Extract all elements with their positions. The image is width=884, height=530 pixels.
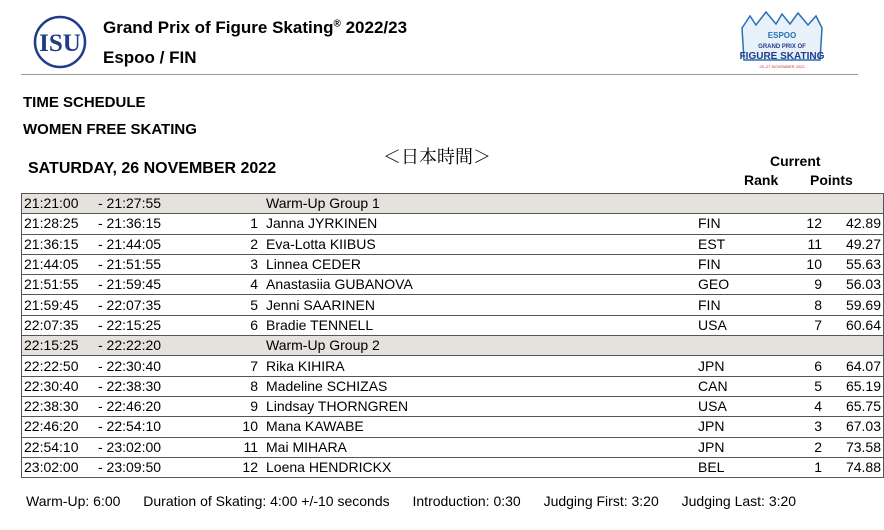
skater-row bbox=[22, 234, 884, 254]
nation: EST bbox=[698, 234, 778, 254]
footer-judging-last: Judging Last: 3:20 bbox=[681, 493, 797, 509]
nation: BEL bbox=[698, 457, 778, 477]
current-rank: 3 bbox=[778, 417, 822, 437]
skater-name: Linnea CEDER bbox=[258, 254, 698, 274]
current-rank: 4 bbox=[778, 396, 822, 416]
start-time: 21:21:00 bbox=[22, 194, 89, 214]
current-points: 67.03 bbox=[822, 417, 884, 437]
registered-mark: ® bbox=[333, 18, 341, 30]
end-time: - 21:59:45 bbox=[88, 275, 230, 295]
end-time: - 22:46:20 bbox=[88, 396, 230, 416]
logo-line3: FIGURE SKATING bbox=[739, 51, 825, 62]
footer-duration: Duration of Skating: 4:00 +/-10 seconds bbox=[143, 493, 390, 509]
skater-name: Janna JYRKINEN bbox=[258, 214, 698, 234]
logo-line4: 25–27 NOVEMBER 2022 bbox=[759, 64, 805, 69]
start-time: 22:30:40 bbox=[22, 376, 89, 396]
end-time: - 23:02:00 bbox=[88, 437, 230, 457]
skater-name: Eva-Lotta KIIBUS bbox=[258, 234, 698, 254]
skater-name: Lindsay THORNGREN bbox=[258, 396, 698, 416]
schedule-table bbox=[21, 193, 884, 478]
skater-row bbox=[22, 356, 884, 376]
skater-row bbox=[22, 376, 884, 396]
logo-line1: ESPOO bbox=[767, 31, 797, 40]
event-location: Espoo / FIN bbox=[103, 48, 197, 67]
start-number: 6 bbox=[230, 315, 258, 335]
espoo-event-logo bbox=[728, 10, 832, 78]
header-divider bbox=[21, 74, 858, 75]
end-time: - 23:09:50 bbox=[88, 457, 230, 477]
skater-name: Rika KIHIRA bbox=[258, 356, 698, 376]
logo-line2: GRAND PRIX OF bbox=[758, 44, 806, 50]
season: 2022/23 bbox=[345, 18, 408, 37]
current-points: 55.63 bbox=[822, 254, 884, 274]
current-points: 59.69 bbox=[822, 295, 884, 315]
footer-warmup: Warm-Up: 6:00 bbox=[26, 493, 121, 509]
event-title bbox=[103, 18, 407, 38]
col-current-label: Current bbox=[770, 153, 821, 169]
current-points: 73.58 bbox=[822, 437, 884, 457]
current-rank: 9 bbox=[778, 275, 822, 295]
event-title-text: Grand Prix of Figure Skating bbox=[103, 18, 334, 37]
isu-logo-text: ISU bbox=[39, 30, 81, 57]
start-time: 21:36:15 bbox=[22, 234, 89, 254]
current-rank: 8 bbox=[778, 295, 822, 315]
nation: USA bbox=[698, 315, 778, 335]
end-time: - 22:07:35 bbox=[88, 295, 230, 315]
col-points-label: Points bbox=[810, 172, 853, 188]
start-number bbox=[230, 194, 258, 214]
nation: USA bbox=[698, 396, 778, 416]
current-points: 74.88 bbox=[822, 457, 884, 477]
start-number: 11 bbox=[230, 437, 258, 457]
current-rank: 10 bbox=[778, 254, 822, 274]
start-number: 8 bbox=[230, 376, 258, 396]
current-points: 65.19 bbox=[822, 376, 884, 396]
end-time: - 22:15:25 bbox=[88, 315, 230, 335]
start-number: 3 bbox=[230, 254, 258, 274]
nation: JPN bbox=[698, 417, 778, 437]
current-points: 56.03 bbox=[822, 275, 884, 295]
start-time: 23:02:00 bbox=[22, 457, 89, 477]
current-points: 49.27 bbox=[822, 234, 884, 254]
warmup-label: Warm-Up Group 2 bbox=[258, 336, 698, 356]
col-rank-label: Rank bbox=[744, 172, 779, 188]
japanese-time-note: ＜日本時間＞ bbox=[383, 147, 491, 168]
current-rank bbox=[778, 194, 822, 214]
start-number: 9 bbox=[230, 396, 258, 416]
current-rank: 12 bbox=[778, 214, 822, 234]
nation: JPN bbox=[698, 356, 778, 376]
skater-name: Loena HENDRICKX bbox=[258, 457, 698, 477]
current-rank: 1 bbox=[778, 457, 822, 477]
nation: GEO bbox=[698, 275, 778, 295]
skater-name: Jenni SAARINEN bbox=[258, 295, 698, 315]
current-rank: 11 bbox=[778, 234, 822, 254]
nation: CAN bbox=[698, 376, 778, 396]
skater-row bbox=[22, 214, 884, 234]
warmup-row bbox=[22, 194, 884, 214]
nation: JPN bbox=[698, 437, 778, 457]
current-points: 64.07 bbox=[822, 356, 884, 376]
footer-introduction: Introduction: 0:30 bbox=[412, 493, 521, 509]
start-time: 22:22:50 bbox=[22, 356, 89, 376]
start-time: 21:44:05 bbox=[22, 254, 89, 274]
start-number: 12 bbox=[230, 457, 258, 477]
nation bbox=[698, 194, 778, 214]
warmup-label: Warm-Up Group 1 bbox=[258, 194, 698, 214]
footer-judging-first: Judging First: 3:20 bbox=[543, 493, 659, 509]
current-rank: 2 bbox=[778, 437, 822, 457]
start-time: 21:51:55 bbox=[22, 275, 89, 295]
start-number bbox=[230, 336, 258, 356]
footer-info bbox=[26, 493, 815, 509]
skater-row bbox=[22, 254, 884, 274]
start-time: 22:46:20 bbox=[22, 417, 89, 437]
end-time: - 22:54:10 bbox=[88, 417, 230, 437]
current-points: 60.64 bbox=[822, 315, 884, 335]
skater-row bbox=[22, 417, 884, 437]
start-number: 10 bbox=[230, 417, 258, 437]
heading-segment: WOMEN FREE SKATING bbox=[23, 121, 197, 138]
schedule-date: SATURDAY, 26 NOVEMBER 2022 bbox=[28, 160, 277, 177]
heading-time-schedule: TIME SCHEDULE bbox=[23, 94, 146, 111]
nation: FIN bbox=[698, 214, 778, 234]
start-time: 22:15:25 bbox=[22, 336, 89, 356]
start-time: 21:28:25 bbox=[22, 214, 89, 234]
skater-row bbox=[22, 396, 884, 416]
current-points bbox=[822, 336, 884, 356]
skater-name: Madeline SCHIZAS bbox=[258, 376, 698, 396]
nation: FIN bbox=[698, 254, 778, 274]
end-time: - 22:30:40 bbox=[88, 356, 230, 376]
end-time: - 21:36:15 bbox=[88, 214, 230, 234]
end-time: - 21:51:55 bbox=[88, 254, 230, 274]
current-points: 42.89 bbox=[822, 214, 884, 234]
current-points bbox=[822, 194, 884, 214]
warmup-row bbox=[22, 336, 884, 356]
start-number: 7 bbox=[230, 356, 258, 376]
start-time: 22:54:10 bbox=[22, 437, 89, 457]
skater-row bbox=[22, 457, 884, 477]
start-number: 1 bbox=[230, 214, 258, 234]
current-rank: 5 bbox=[778, 376, 822, 396]
current-rank bbox=[778, 336, 822, 356]
skater-row bbox=[22, 315, 884, 335]
current-points: 65.75 bbox=[822, 396, 884, 416]
current-rank: 6 bbox=[778, 356, 822, 376]
skater-name: Mai MIHARA bbox=[258, 437, 698, 457]
skater-name: Mana KAWABE bbox=[258, 417, 698, 437]
end-time: - 21:44:05 bbox=[88, 234, 230, 254]
end-time: - 21:27:55 bbox=[88, 194, 230, 214]
nation bbox=[698, 336, 778, 356]
start-number: 5 bbox=[230, 295, 258, 315]
end-time: - 22:22:20 bbox=[88, 336, 230, 356]
isu-logo bbox=[33, 15, 87, 69]
start-time: 22:07:35 bbox=[22, 315, 89, 335]
end-time: - 22:38:30 bbox=[88, 376, 230, 396]
skater-name: Bradie TENNELL bbox=[258, 315, 698, 335]
start-time: 22:38:30 bbox=[22, 396, 89, 416]
nation: FIN bbox=[698, 295, 778, 315]
skater-row bbox=[22, 437, 884, 457]
start-time: 21:59:45 bbox=[22, 295, 89, 315]
skater-name: Anastasiia GUBANOVA bbox=[258, 275, 698, 295]
current-rank: 7 bbox=[778, 315, 822, 335]
start-number: 2 bbox=[230, 234, 258, 254]
skater-row bbox=[22, 275, 884, 295]
skater-row bbox=[22, 295, 884, 315]
start-number: 4 bbox=[230, 275, 258, 295]
